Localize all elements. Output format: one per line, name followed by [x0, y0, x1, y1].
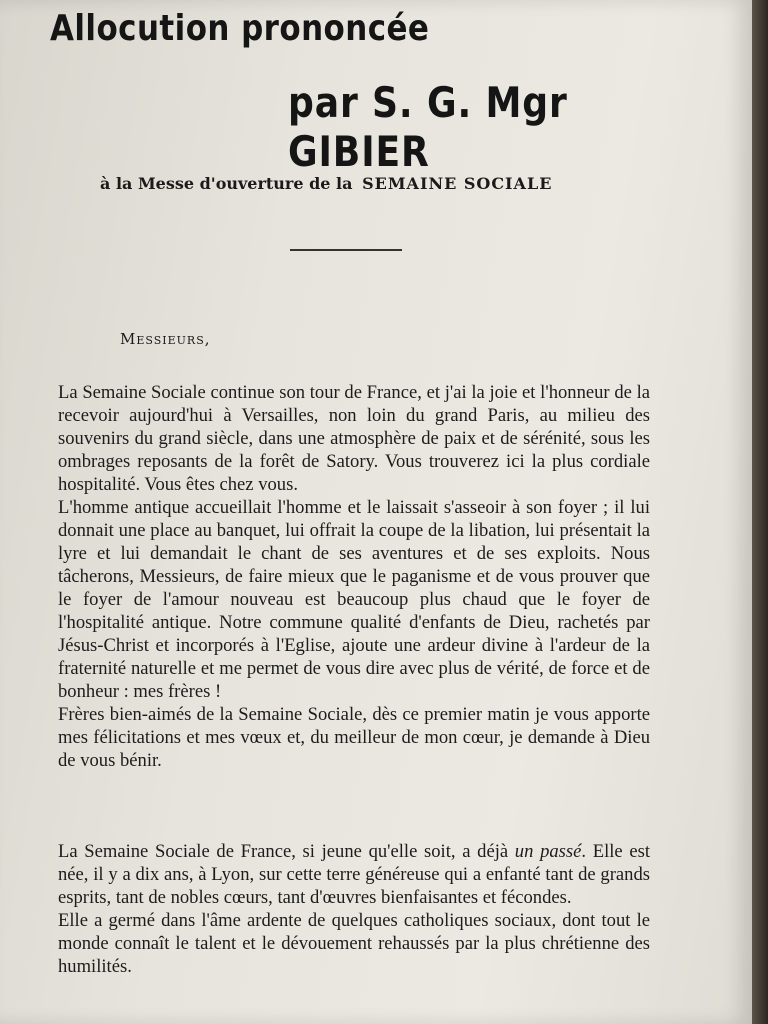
body-block-1	[58, 381, 650, 772]
paragraph-1: La Semaine Sociale continue son tour de France, et j'ai la joie et l'honneur de la recevoir aujourd'hui à Versailles, non loin du grand Paris, au milieu des souvenirs du grand siècle, dans une atmosphère de paix et de sérénité, sous les ombrages reposants de la forêt de Satory. Vous trouverez ici la plus cordiale hospitalité. Vous êtes chez vous.	[58, 382, 650, 495]
paragraph-2: L'homme antique accueillait l'homme et le laissait s'asseoir à son foyer ; il lui donnait une place au banquet, lui offrait la coupe de la libation, lui présentait la lyre et lui demandait le chant de ses aventures et de ses exploits. Nous tâcherons, Messieurs, de faire mieux que le paganisme et de vous prouver que le foyer de l'amour nouveau est beaucoup plus chaud que le foyer de l'hospitalité antique. Notre commune qualité d'enfants de Dieu, rachetés par Jésus-Christ et incorporés à l'Eglise, ajoute une ardeur divine à l'ardeur de la fraternité naturelle et me permet de vous dire avec plus de vérité, de force et de bonheur : mes frères !	[58, 497, 650, 702]
subtitle-caps: SEMAINE SOCIALE	[362, 174, 553, 193]
body-block-2	[58, 840, 650, 978]
title-line-2: par S. G. Mgr GIBIER	[288, 78, 568, 176]
paragraph-3: Frères bien-aimés de la Semaine Sociale, dès ce premier matin je vous apporte mes félicitations et mes vœux et, du meilleur de mon cœur, je demande à Dieu de vous bénir.	[58, 704, 650, 771]
paragraph-5: Elle a germé dans l'âme ardente de quelques catholiques sociaux, dont tout le monde connaît le talent et le dévouement rehaussés par la plus chrétienne des humilités.	[58, 910, 650, 977]
title-line-1: Allocution prononcée	[50, 8, 430, 49]
salutation: Messieurs,	[120, 330, 211, 348]
paragraph-4	[58, 840, 650, 909]
paragraph-4-end: . Elle est née, il y a dix ans, à Lyon, sur cette terre généreuse qui a enfanté tant de grands esprits, tant de nobles cœurs, tant d'œuvres bienfaisantes et fécondes.	[58, 841, 650, 908]
subtitle-prefix: à la Messe d'ouverture de la	[100, 174, 353, 193]
book-binding-edge	[752, 0, 768, 1024]
paragraph-4-start: La Semaine Sociale de France, si jeune qu'elle soit, a déjà	[58, 841, 515, 862]
divider-rule	[290, 249, 402, 251]
subtitle	[100, 174, 552, 193]
paragraph-4-italic: un passé	[514, 841, 582, 862]
